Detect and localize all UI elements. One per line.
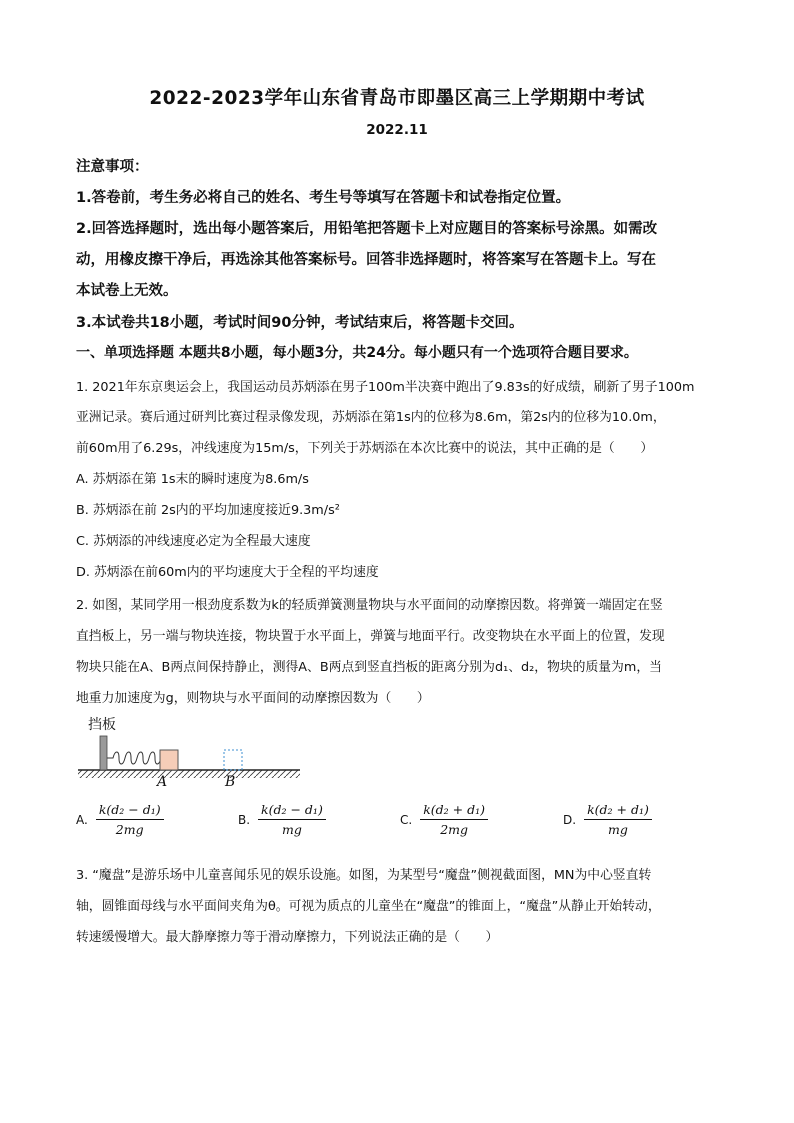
baffle-label: 挡板 bbox=[88, 717, 116, 733]
q2-option-d bbox=[563, 802, 652, 837]
notice-item-2-line-3: 本试卷上无效。 bbox=[76, 283, 178, 299]
q3-stem-line-1: 3. “魔盘”是游乐场中儿童喜闻乐见的娱乐设施。如图，为某型号“魔盘”侧视截面图，MN为中心竖直转 bbox=[76, 868, 652, 883]
point-a-label: A bbox=[157, 774, 168, 790]
notice-item-2-line-1: 2.回答选择题时，选出每小题答案后，用铅笔把答题卡上对应题目的答案标号涂黑。如需改 bbox=[76, 221, 658, 237]
q2-option-d-label: D. bbox=[563, 812, 577, 827]
block-at-b bbox=[224, 750, 242, 770]
q1-option-c: C. 苏炳添的冲线速度必定为全程最大速度 bbox=[76, 534, 311, 549]
q1-option-b: B. 苏炳添在前 2s内的平均加速度接近9.3m/s² bbox=[76, 503, 340, 518]
q2-option-b-denominator: mg bbox=[282, 822, 302, 837]
q2-option-c-label: C. bbox=[400, 812, 413, 827]
q2-option-b-label: B. bbox=[238, 812, 251, 827]
q2-option-d-denominator: mg bbox=[608, 822, 628, 837]
notice-item-2-line-2: 动，用橡皮擦干净后，再选涂其他答案标号。回答非选择题时，将答案写在答题卡上。写在 bbox=[76, 252, 656, 268]
notice-heading: 注意事项： bbox=[76, 159, 149, 175]
q1-stem-line-3: 前60m用了6.29s，冲线速度为15m/s，下列关于苏炳添在本次比赛中的说法，其中正确的是（ ） bbox=[76, 441, 654, 456]
q3-stem-line-3: 转速缓慢增大。最大静摩擦力等于滑动摩擦力，下列说法正确的是（ ） bbox=[76, 930, 499, 945]
spring-block-figure bbox=[76, 728, 306, 788]
exam-date: 2022.11 bbox=[366, 122, 428, 138]
block-at-a bbox=[160, 750, 178, 770]
q2-option-a-denominator: 2mg bbox=[115, 822, 144, 837]
q2-stem-line-4: 地重力加速度为g，则物块与水平面间的动摩擦因数为（ ） bbox=[76, 691, 430, 706]
baffle-wall bbox=[100, 736, 107, 770]
notice-item-3: 3.本试卷共18小题，考试时间90分钟，考试结束后，将答题卡交回。 bbox=[76, 315, 524, 331]
q2-option-b bbox=[238, 802, 326, 837]
exam-title: 2022-2023学年山东省青岛市即墨区高三上学期期中考试 bbox=[149, 88, 645, 109]
q1-stem-line-2: 亚洲记录。赛后通过研判比赛过程录像发现，苏炳添在第1s内的位移为8.6m，第2s内的位移为10.0m， bbox=[76, 410, 666, 425]
q1-option-a: A. 苏炳添在第 1s末的瞬时速度为8.6m/s bbox=[76, 472, 309, 487]
q2-stem-line-1: 2. 如图，某同学用一根劲度系数为k的轻质弹簧测量物块与水平面间的动摩擦因数。将弹簧一端固定在竖 bbox=[76, 598, 663, 613]
q2-stem-line-2: 直挡板上，另一端与物块连接，物块置于水平面上，弹簧与地面平行。改变物块在水平面上的位置，发现 bbox=[76, 629, 665, 644]
notice-item-1: 1.答卷前，考生务必将自己的姓名、考生号等填写在答题卡和试卷指定位置。 bbox=[76, 190, 571, 206]
q2-option-a-numerator: k(d₂ − d₁) bbox=[96, 802, 164, 820]
q3-stem-line-2: 轴，圆锥面母线与水平面间夹角为θ。可视为质点的儿童坐在“魔盘”的锥面上，“魔盘”从静止开始转动， bbox=[76, 899, 661, 914]
q1-stem-line-1: 1. 2021年东京奥运会上，我国运动员苏炳添在男子100m半决赛中跑出了9.83s的好成绩，刷新了男子100m bbox=[76, 380, 695, 395]
q2-option-a-fraction bbox=[96, 802, 164, 837]
q2-option-a bbox=[76, 802, 164, 837]
point-b-label: B bbox=[225, 774, 236, 790]
q2-stem-line-3: 物块只能在A、B两点间保持静止，测得A、B两点到竖直挡板的距离分别为d₁、d₂，物块的质量为m，当 bbox=[76, 660, 662, 675]
q2-option-b-numerator: k(d₂ − d₁) bbox=[258, 802, 326, 820]
q2-option-b-fraction bbox=[258, 802, 326, 837]
q2-option-c-denominator: 2mg bbox=[440, 822, 468, 837]
q2-option-c-numerator: k(d₂ + d₁) bbox=[420, 802, 488, 820]
ground-hatch bbox=[78, 770, 300, 778]
section-heading: 一、单项选择题 本题共8小题，每小题3分，共24分。每小题只有一个选项符合题目要求。 bbox=[76, 345, 638, 361]
q1-option-d: D. 苏炳添在前60m内的平均速度大于全程的平均速度 bbox=[76, 565, 379, 580]
spring bbox=[107, 752, 166, 764]
q2-option-c-fraction bbox=[420, 802, 488, 837]
q2-option-d-numerator: k(d₂ + d₁) bbox=[584, 802, 652, 820]
q2-option-a-label: A. bbox=[76, 812, 88, 827]
q2-option-d-fraction bbox=[584, 802, 652, 837]
q2-option-c bbox=[400, 802, 488, 837]
